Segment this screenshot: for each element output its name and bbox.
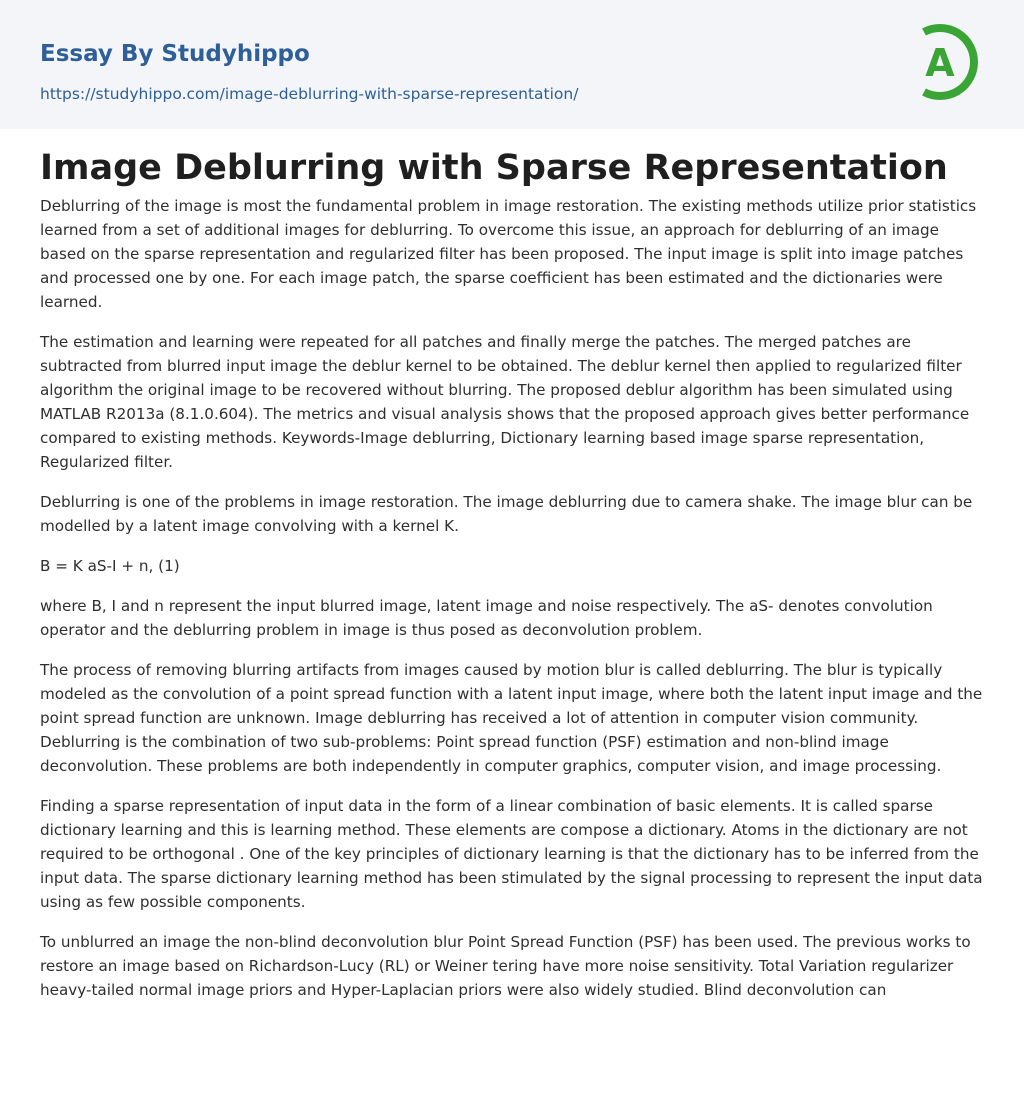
essay-body: [40, 194, 988, 1018]
page-url-link[interactable]: https://studyhippo.com/image-deblurring-with-sparse-representation/: [40, 85, 579, 103]
studyhippo-logo-icon[interactable]: [910, 18, 990, 106]
essay-paragraph: To unblurred an image the non-blind deconvolution blur Point Spread Function (PSF) has been used. The previous works to restore an image based on Richardson-Lucy (RL) or Weiner tering have more noise sensitivity. Total Variation regularizer heavy-tailed normal image priors and Hyper-Laplacian priors were also widely studied. Blind deconvolution can: [40, 933, 971, 999]
site-header: [0, 0, 1024, 129]
essay-paragraph: Deblurring of the image is most the fundamental problem in image restoration. The existing methods utilize prior statistics learned from a set of additional images for deblurring. To overcome this issue, an approach for deblurring of an image based on the sparse representation and regularized filter has been proposed. The input image is split into image patches and processed one by one. For each image patch, the sparse coefficient has been estimated and the dictionaries were learned.: [40, 197, 977, 311]
essay-paragraph: where B, I and n represent the input blurred image, latent image and noise respectively. The aS- denotes convolution operator and the deblurring problem in image is thus posed as deconvolution problem.: [40, 597, 933, 639]
logo-letter: A: [925, 41, 955, 85]
brand-title[interactable]: Essay By Studyhippo: [40, 41, 310, 67]
essay-equation: B = K aS-I + n, (1): [40, 557, 180, 575]
essay-paragraph: The process of removing blurring artifacts from images caused by motion blur is called deblurring. The blur is typically modeled as the convolution of a point spread function with a latent input image, where both the latent input image and the point spread function are unknown. Image deblurring has received a lot of attention in computer vision community. Deblurring is the combination of two sub-problems: Point spread function (PSF) estimation and non-blind image deconvolution. These problems are both independently in computer graphics, computer vision, and image processing.: [40, 661, 983, 775]
essay-paragraph: Finding a sparse representation of input data in the form of a linear combination of basic elements. It is called sparse dictionary learning and this is learning method. These elements are compose a dictionary. Atoms in the dictionary are not required to be orthogonal . One of the key principles of dictionary learning is that the dictionary has to be inferred from the input data. The sparse dictionary learning method has been stimulated by the signal processing to represent the input data using as few possible components.: [40, 797, 983, 911]
essay-paragraph: The estimation and learning were repeated for all patches and finally merge the patches. The merged patches are subtracted from blurred input image the deblur kernel to be obtained. The deblur kernel then applied to regularized filter algorithm the original image to be recovered without blurring. The proposed deblur algorithm has been simulated using MATLAB R2013a (8.1.0.604). The metrics and visual analysis shows that the proposed approach gives better performance compared to existing methods. Keywords-Image deblurring, Dictionary learning based image sparse representation, Regularized filter.: [40, 333, 970, 471]
essay-title: Image Deblurring with Sparse Representation: [40, 148, 948, 188]
essay-paragraph: Deblurring is one of the problems in image restoration. The image deblurring due to camera shake. The image blur can be modelled by a latent image convolving with a kernel K.: [40, 493, 973, 535]
